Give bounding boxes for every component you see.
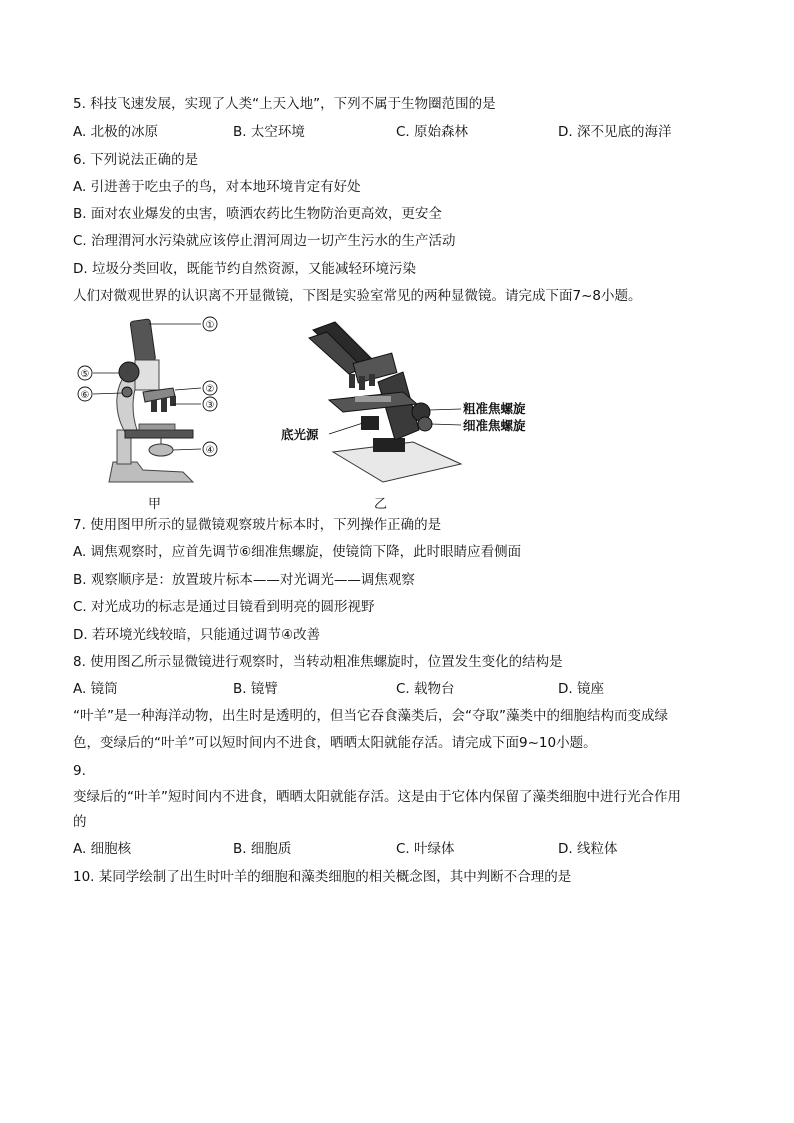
q8-option-c: C. 载物台	[396, 681, 455, 697]
q9-stem-line1: 变绿后的“叶羊”短时间内不进食，晒晒太阳就能存活。这是由于它体内保留了藻类细胞中进行光合作用	[73, 789, 681, 805]
q9-option-c: C. 叶绿体	[396, 841, 455, 857]
q5-option-a: A. 北极的冰原	[73, 124, 159, 140]
microscope-a-drawing	[93, 319, 201, 482]
q7-stem: 7. 使用图甲所示的显微镜观察玻片标本时，下列操作正确的是	[73, 517, 442, 533]
caption-a: 甲	[148, 497, 162, 512]
label-2: ②	[205, 384, 215, 395]
caption-b: 乙	[374, 497, 388, 512]
q8-option-a: A. 镜筒	[73, 681, 118, 697]
q5-option-d: D. 深不见底的海洋	[558, 124, 672, 140]
q8-option-d: D. 镜座	[558, 681, 604, 697]
q9-option-d: D. 线粒体	[558, 841, 618, 857]
q6-option-c: C. 治理渭河水污染就应该停止渭河周边一切产生污水的生产活动	[73, 233, 456, 249]
label-1: ①	[205, 320, 215, 331]
q7-option-a: A. 调焦观察时，应首先调节⑥细准焦螺旋，使镜筒下降，此时眼睛应看侧面	[73, 544, 522, 560]
q6-option-d: D. 垃圾分类回收，既能节约自然资源，又能减轻环境污染	[73, 261, 416, 277]
intro-7-8: 人们对微观世界的认识离不开显微镜，下图是实验室常见的两种显微镜。请完成下面7~8小题。	[73, 288, 642, 304]
intro-9-10-line1: “叶羊”是一种海洋动物，出生时是透明的，但当它吞食藻类后，会“夺取”藻类中的细胞结构而变成绿	[73, 708, 668, 724]
label-6: ⑥	[80, 390, 90, 401]
q9-option-b: B. 细胞质	[233, 841, 292, 857]
q9-stem-line2: 的	[73, 814, 87, 830]
q5-stem: 5. 科技飞速发展，实现了人类“上天入地”，下列不属于生物圈范围的是	[73, 96, 496, 112]
microscope-b-drawing	[309, 322, 461, 482]
q8-option-b: B. 镜臂	[233, 681, 278, 697]
q7-option-b: B. 观察顺序是：放置玻片标本——对光调光——调焦观察	[73, 572, 415, 588]
label-coarse-focus: 粗准焦螺旋	[463, 401, 526, 416]
q5-option-b: B. 太空环境	[233, 124, 305, 140]
label-light-source: 底光源	[281, 427, 319, 442]
q9-option-a: A. 细胞核	[73, 841, 132, 857]
q6-option-a: A. 引进善于吃虫子的鸟，对本地环境肯定有好处	[73, 179, 361, 195]
label-3: ③	[205, 400, 215, 411]
q7-option-c: C. 对光成功的标志是通过目镜看到明亮的圆形视野	[73, 599, 375, 615]
q6-option-b: B. 面对农业爆发的虫害，喷洒农药比生物防治更高效，更安全	[73, 206, 442, 222]
q10-stem: 10. 某同学绘制了出生时叶羊的细胞和藻类细胞的相关概念图，其中判断不合理的是	[73, 869, 572, 885]
label-4: ④	[205, 445, 215, 456]
intro-9-10-line2: 色，变绿后的“叶羊”可以短时间内不进食，晒晒太阳就能存活。请完成下面9~10小题。	[73, 735, 597, 751]
label-5: ⑤	[80, 369, 90, 380]
label-fine-focus: 细准焦螺旋	[463, 418, 526, 433]
q7-option-d: D. 若环境光线较暗，只能通过调节④改善	[73, 627, 321, 643]
q9-number: 9.	[73, 763, 86, 779]
microscope-figure	[73, 312, 553, 512]
q8-stem: 8. 使用图乙所示显微镜进行观察时，当转动粗准焦螺旋时，位置发生变化的结构是	[73, 654, 563, 670]
q5-option-c: C. 原始森林	[396, 124, 469, 140]
q6-stem: 6. 下列说法正确的是	[73, 152, 199, 168]
